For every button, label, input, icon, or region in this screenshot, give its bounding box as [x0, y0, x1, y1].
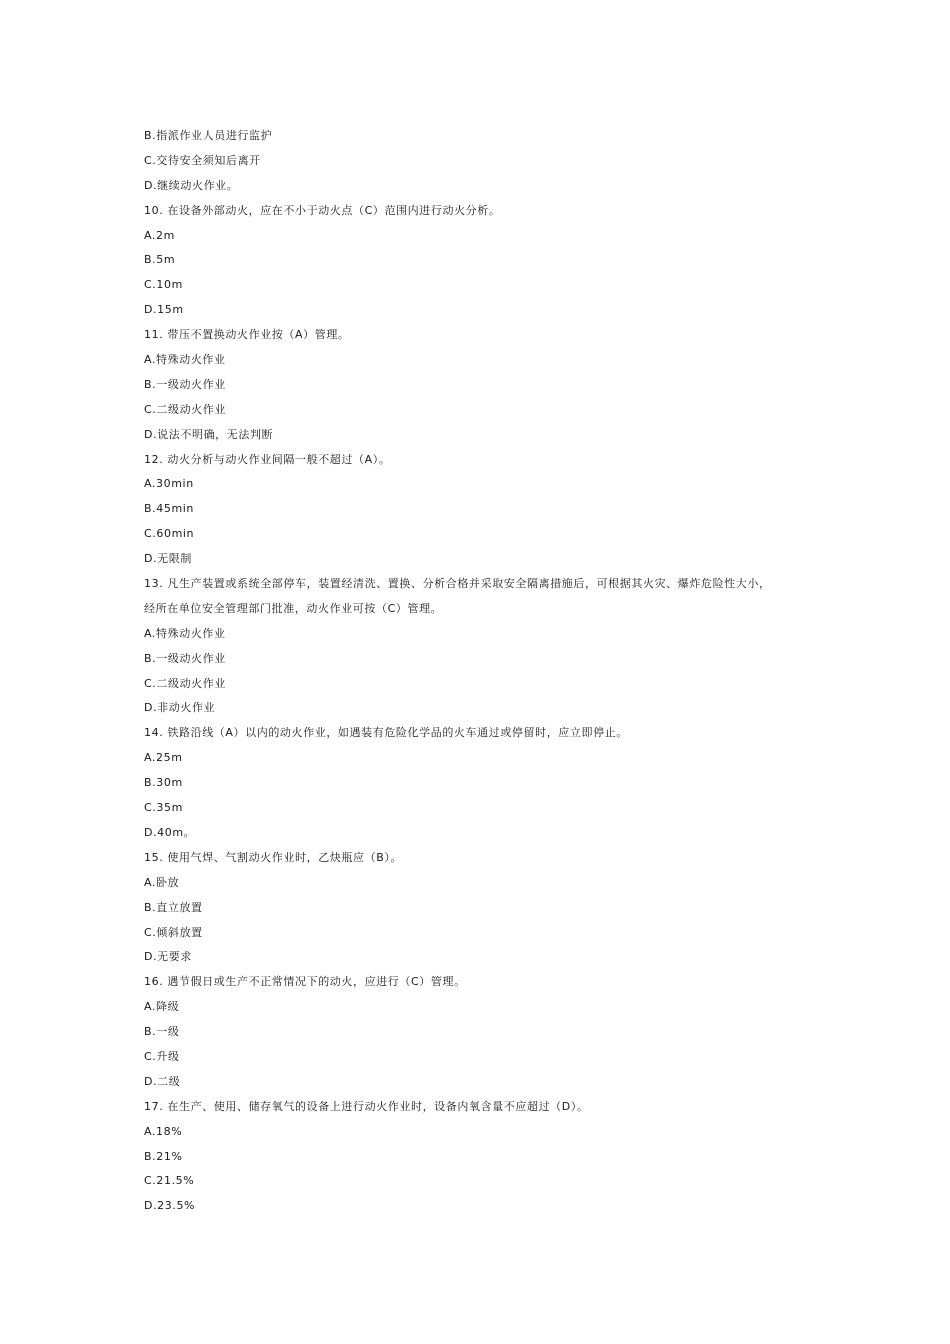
- option-a-q17: A.18%: [144, 1124, 183, 1138]
- option-d-q10: D.15m: [144, 303, 184, 317]
- document-page: [144, 124, 824, 1219]
- option-d-q13: D.非动火作业: [144, 701, 216, 715]
- option-c-q15: C.倾斜放置: [144, 925, 203, 939]
- option-d-q16: D.二级: [144, 1074, 181, 1088]
- option-a-q13: A.特殊动火作业: [144, 626, 226, 640]
- option-c-q11: C.二级动火作业: [144, 402, 226, 416]
- question-13-continued: 经所在单位安全管理部门批准，动火作业可按（C）管理。: [144, 601, 443, 615]
- option-b-q13: B.一级动火作业: [144, 651, 226, 665]
- option-a-q10: A.2m: [144, 228, 175, 242]
- option-d-q9: D.继续动火作业。: [144, 178, 239, 192]
- question-12: 12. 动火分析与动火作业间隔一般不超过（A）。: [144, 452, 391, 466]
- option-d-q14: D.40m。: [144, 825, 196, 839]
- option-b-q12: B.45min: [144, 502, 194, 516]
- option-a-q15: A.卧放: [144, 875, 180, 889]
- option-c-q16: C.升级: [144, 1049, 180, 1063]
- option-c-q17: C.21.5%: [144, 1174, 195, 1188]
- option-a-q12: A.30min: [144, 477, 194, 491]
- question-10: 10. 在设备外部动火，应在不小于动火点（C）范围内进行动火分析。: [144, 203, 501, 217]
- option-b-q16: B.一级: [144, 1025, 180, 1039]
- option-b-q15: B.直立放置: [144, 900, 203, 914]
- option-c-q13: C.二级动火作业: [144, 676, 226, 690]
- option-b-q17: B.21%: [144, 1149, 183, 1163]
- option-d-q12: D.无限制: [144, 552, 192, 566]
- option-b-q14: B.30m: [144, 776, 183, 790]
- option-c-q14: C.35m: [144, 801, 183, 815]
- question-11: 11. 带压不置换动火作业按（A）管理。: [144, 328, 350, 342]
- option-a-q11: A.特殊动火作业: [144, 353, 226, 367]
- option-b-q10: B.5m: [144, 253, 176, 267]
- option-c-q12: C.60min: [144, 527, 195, 541]
- question-15: 15. 使用气焊、气割动火作业时，乙炔瓶应（B）。: [144, 850, 403, 864]
- question-14: 14. 铁路沿线（A）以内的动火作业，如遇装有危险化学品的火车通过或停留时，应立即停止。: [144, 726, 628, 740]
- question-13: 13. 凡生产装置或系统全部停车，装置经清洗、置换、分析合格并采取安全隔离措施后，可根据其火灾、爆炸危险性大小，: [144, 577, 771, 591]
- question-17: 17. 在生产、使用、储存氧气的设备上进行动火作业时，设备内氧含量不应超过（D）。: [144, 1099, 589, 1113]
- option-d-q15: D.无要求: [144, 950, 192, 964]
- option-c-q10: C.10m: [144, 278, 183, 292]
- option-d-q17: D.23.5%: [144, 1199, 196, 1213]
- option-c-q9: C.交待安全须知后离开: [144, 153, 261, 167]
- option-b-q11: B.一级动火作业: [144, 377, 226, 391]
- option-b-q9: B.指派作业人员进行监护: [144, 129, 273, 142]
- option-d-q11: D.说法不明确，无法判断: [144, 427, 274, 441]
- option-a-q14: A.25m: [144, 751, 183, 765]
- option-a-q16: A.降级: [144, 1000, 180, 1014]
- question-16: 16. 遇节假日或生产不正常情况下的动火，应进行（C）管理。: [144, 975, 466, 989]
